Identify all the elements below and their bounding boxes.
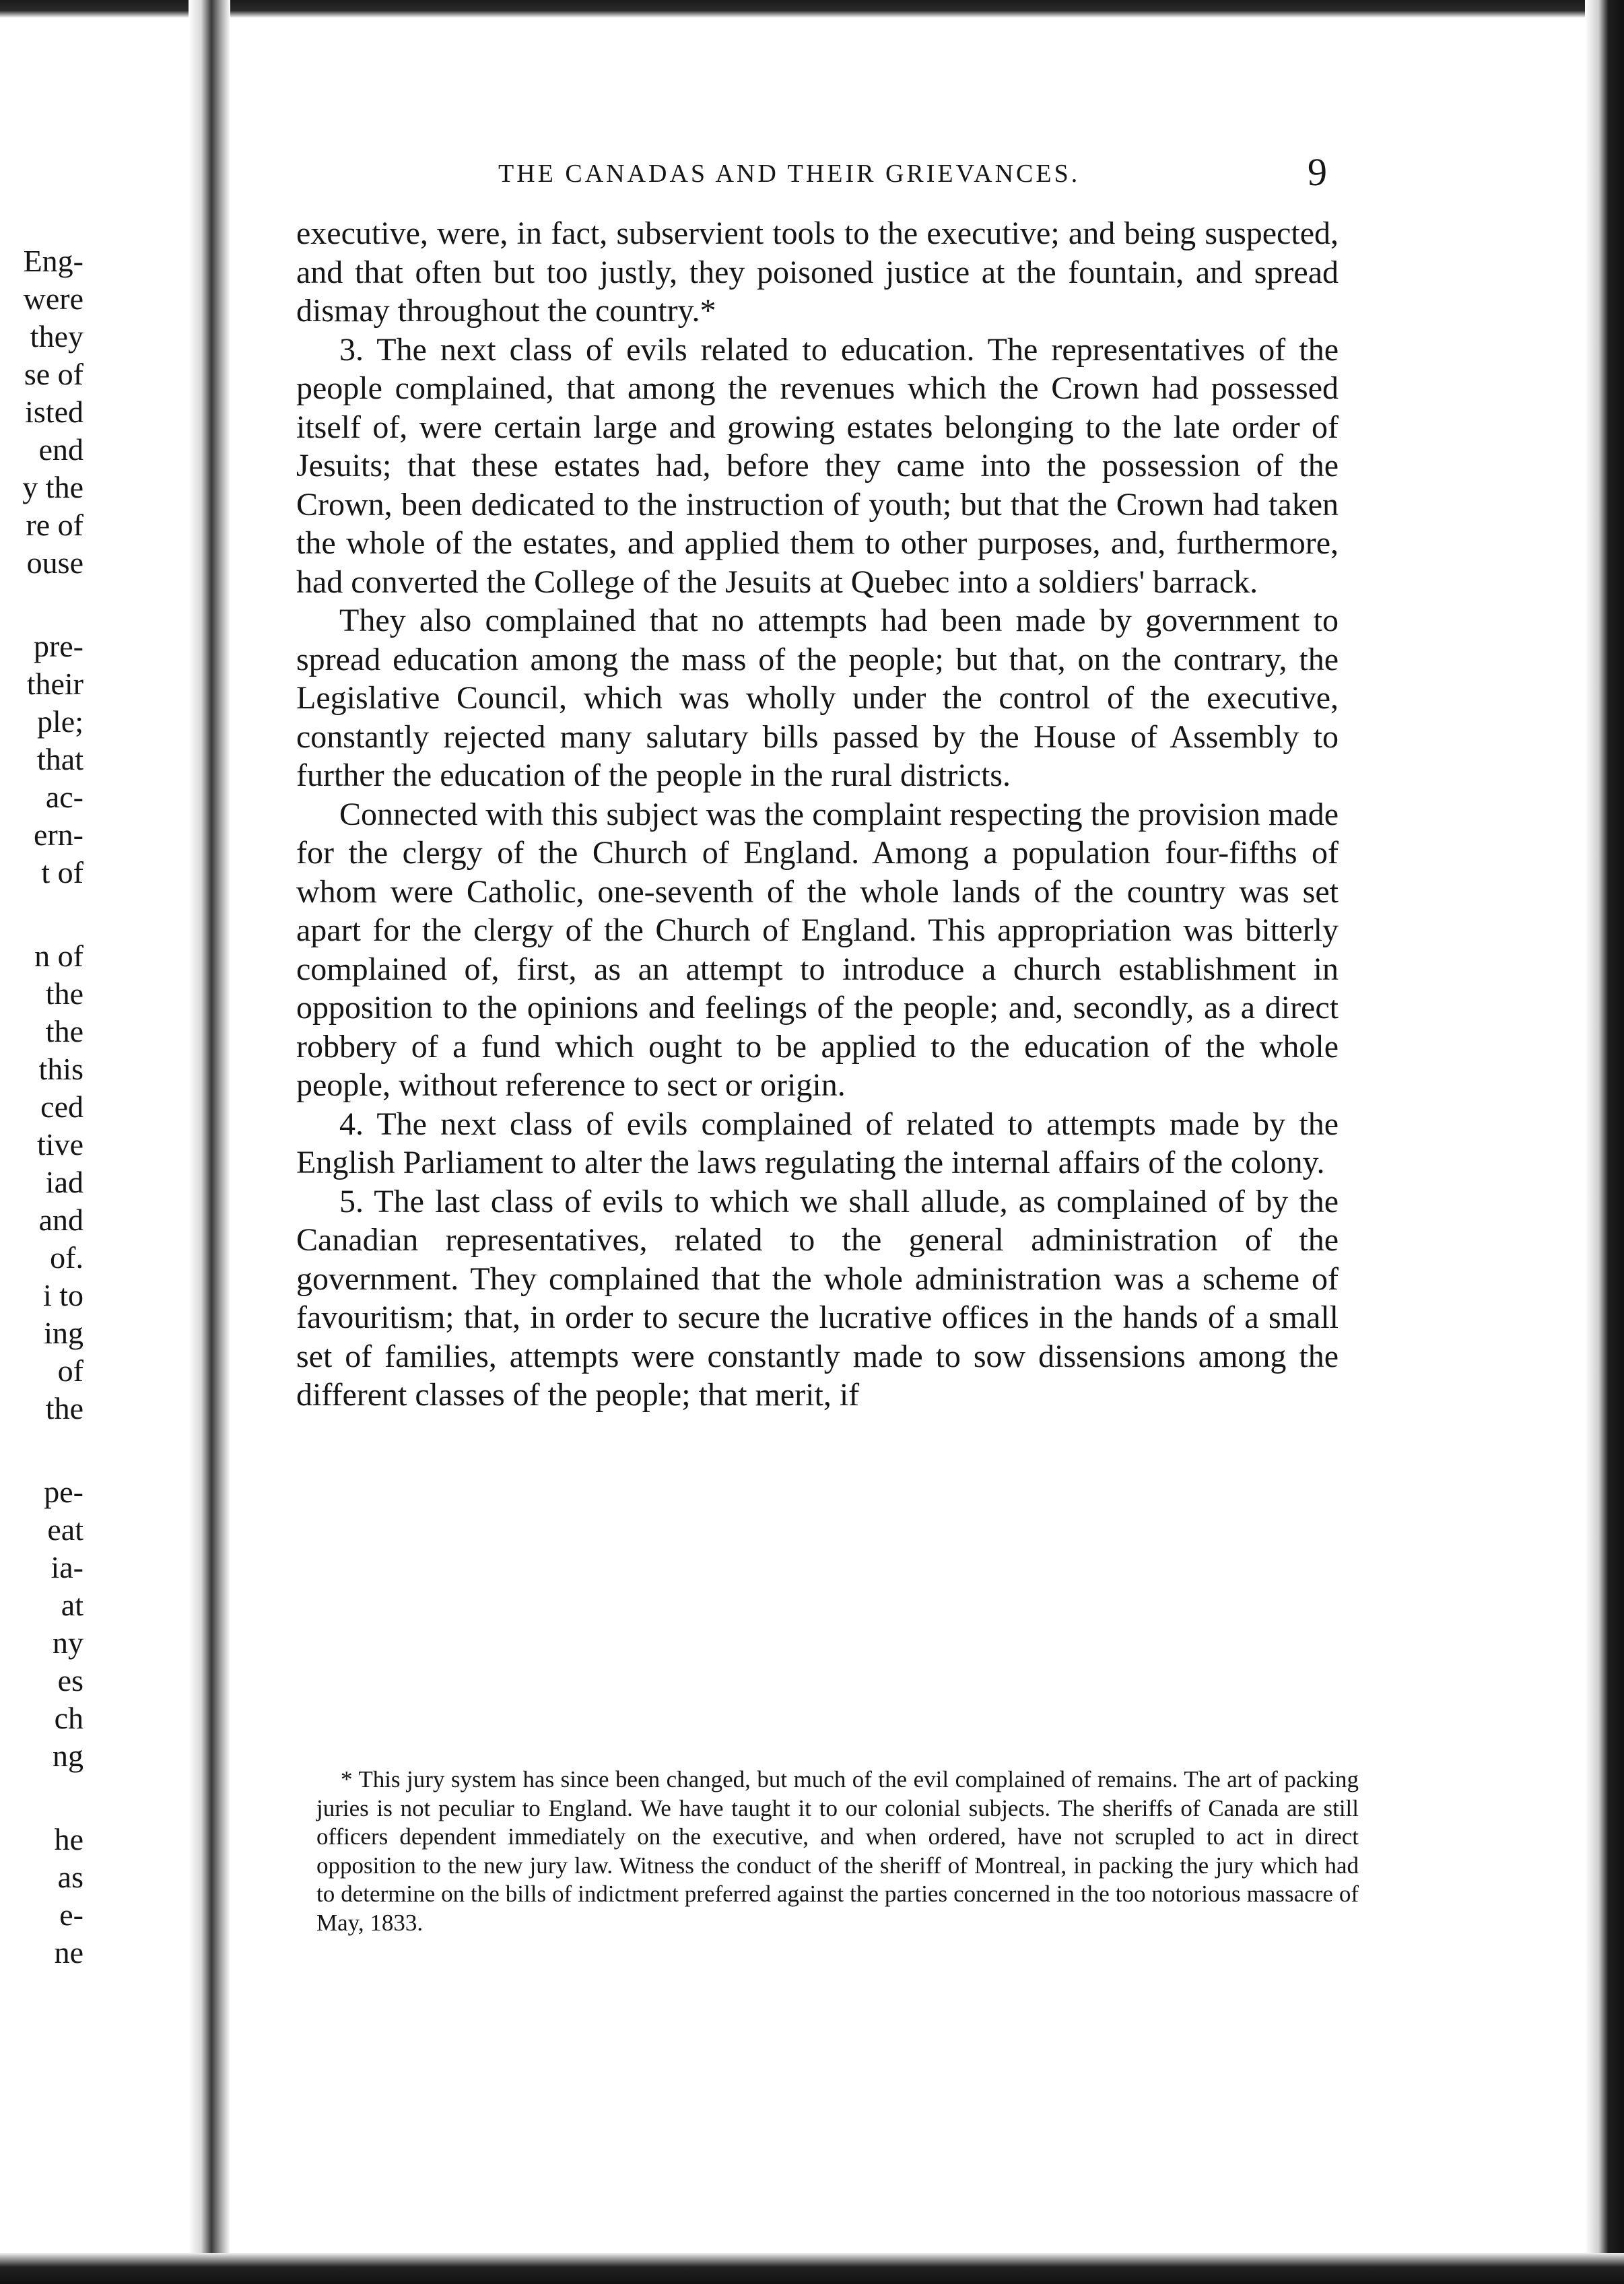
left-page-fragment: ia- (50, 1550, 83, 1584)
left-page-fragment: of. (50, 1240, 83, 1275)
left-page-fragment: pe- (44, 1475, 83, 1509)
left-page-fragments (0, 0, 90, 2284)
left-page-fragment: he (54, 1822, 83, 1856)
left-page-fragment: ne (54, 1935, 83, 1970)
left-page-fragment: ced (40, 1089, 83, 1124)
top-page-edge (0, 0, 1624, 18)
left-page-fragment: were (23, 281, 83, 316)
left-page-fragment: that (37, 742, 83, 776)
left-page-fragment: this (38, 1052, 83, 1086)
left-page-fragment: the (45, 976, 83, 1011)
left-page-fragment: ouse (26, 545, 83, 580)
left-page-fragment: ny (53, 1625, 83, 1660)
left-page-fragment: eat (47, 1512, 83, 1547)
left-page-fragment: end (38, 432, 83, 467)
left-page-fragment: the (45, 1391, 83, 1425)
left-page-fragment: as (57, 1860, 83, 1894)
right-page-edge (1585, 0, 1624, 2284)
left-page-fragment: t of (41, 855, 83, 889)
left-page-fragment: ac- (45, 780, 83, 814)
left-page-fragment: re of (26, 508, 83, 542)
left-page-fragment: i to (42, 1278, 83, 1312)
left-page-fragment: ng (53, 1739, 83, 1773)
left-page-fragment: isted (25, 395, 83, 429)
binding-gutter-shadow (189, 0, 230, 2284)
left-page-fragment: ern- (33, 817, 83, 852)
paragraph: 4. The next class of evils complained of related to attempts made by the English Parliament to alter the laws regulating the internal affairs of the colony. (296, 1106, 1339, 1180)
body-text (296, 214, 1339, 1415)
left-page-fragment: tive (37, 1127, 83, 1162)
footnote: * This jury system has since been changed, but much of the evil complained of remains. The art of packing juries is not peculiar to England. We have taught it to our colonial subjects. The sheriffs of Canada are still officers dependent immediately on the executive, and when ordered, have not scrupled to act in direct opposition to the new jury law. Witness the conduct of the sheriff of Montreal, in packing the jury which had to determine on the bills of indictment preferred against the parties concerned in the too notorious massacre of May, 1833. (316, 1766, 1359, 1936)
paragraph: executive, were, in fact, subservient tools to the executive; and being suspected, and that often but too justly, they poisoned justice at the fountain, and spread dismay throughout the country.* (296, 215, 1339, 329)
paragraph: 3. The next class of evils related to education. The representatives of the people complained, that among the revenues which the Crown had possessed itself of, were certain large and growing estates belonging to the late order of Jesuits; that these estates had, before they came into the possession of the Crown, been dedicated to the instruction of youth; but that the Crown had taken the whole of the estates, and applied them to other purposes, and, furthermore, had converted the College of the Jesuits at Quebec into a soldiers' barrack. (296, 331, 1339, 600)
paragraph: 5. The last class of evils to which we shall allude, as complained of by the Canadian representatives, related to the general administration of the government. They complained that the whole administration was a scheme of favouritism; that, in order to secure the lucrative offices in the hands of a small set of families, attempts were constantly made to sow dissensions among the different classes of the people; that merit, if (296, 1183, 1339, 1413)
left-page-fragment: their (26, 667, 83, 701)
left-page-fragment: and (38, 1203, 83, 1237)
left-page-fragment: Eng- (23, 244, 83, 278)
left-page-fragment: at (61, 1588, 83, 1622)
running-head: THE CANADAS AND THEIR GRIEVANCES. (498, 160, 1081, 188)
left-page-fragment: e- (59, 1897, 83, 1932)
page-number: 9 (1308, 150, 1327, 194)
left-page-fragment: es (57, 1663, 83, 1698)
paragraph: Connected with this subject was the complaint respecting the provision made for the clergy of the Church of England. Among a population four-fifths of whom were Catholic, one-seventh of the whole lands of the country was set apart for the clergy of the Church of England. This appropriation was bitterly complained of, first, as an attempt to introduce a church establishment in opposition to the opinions and feelings of the people; and, secondly, as a direct robbery of a fund which ought to be applied to the education of the whole people, without reference to sect or origin. (296, 796, 1339, 1103)
left-page-fragment: n of (34, 939, 83, 973)
left-page-fragment: ing (44, 1316, 83, 1350)
paragraph: They also complained that no attempts had been made by government to spread education among the mass of the people; but that, on the contrary, the Legislative Council, which was wholly under the control of the executive, constantly rejected many salutary bills passed by the House of Assembly to further the education of the people in the rural districts. (296, 603, 1339, 793)
left-page-fragment: ch (54, 1701, 83, 1735)
left-page-fragment: y the (22, 470, 83, 504)
left-page-fragment: they (30, 319, 83, 354)
left-page-fragment: pre- (33, 629, 83, 663)
left-page-fragment: of (57, 1353, 83, 1388)
left-page-fragment: the (45, 1014, 83, 1048)
left-page-fragment: iad (45, 1165, 83, 1199)
bottom-page-edge (0, 2253, 1624, 2284)
left-page-fragment: se of (24, 357, 83, 391)
left-page-fragment: ple; (37, 704, 83, 739)
